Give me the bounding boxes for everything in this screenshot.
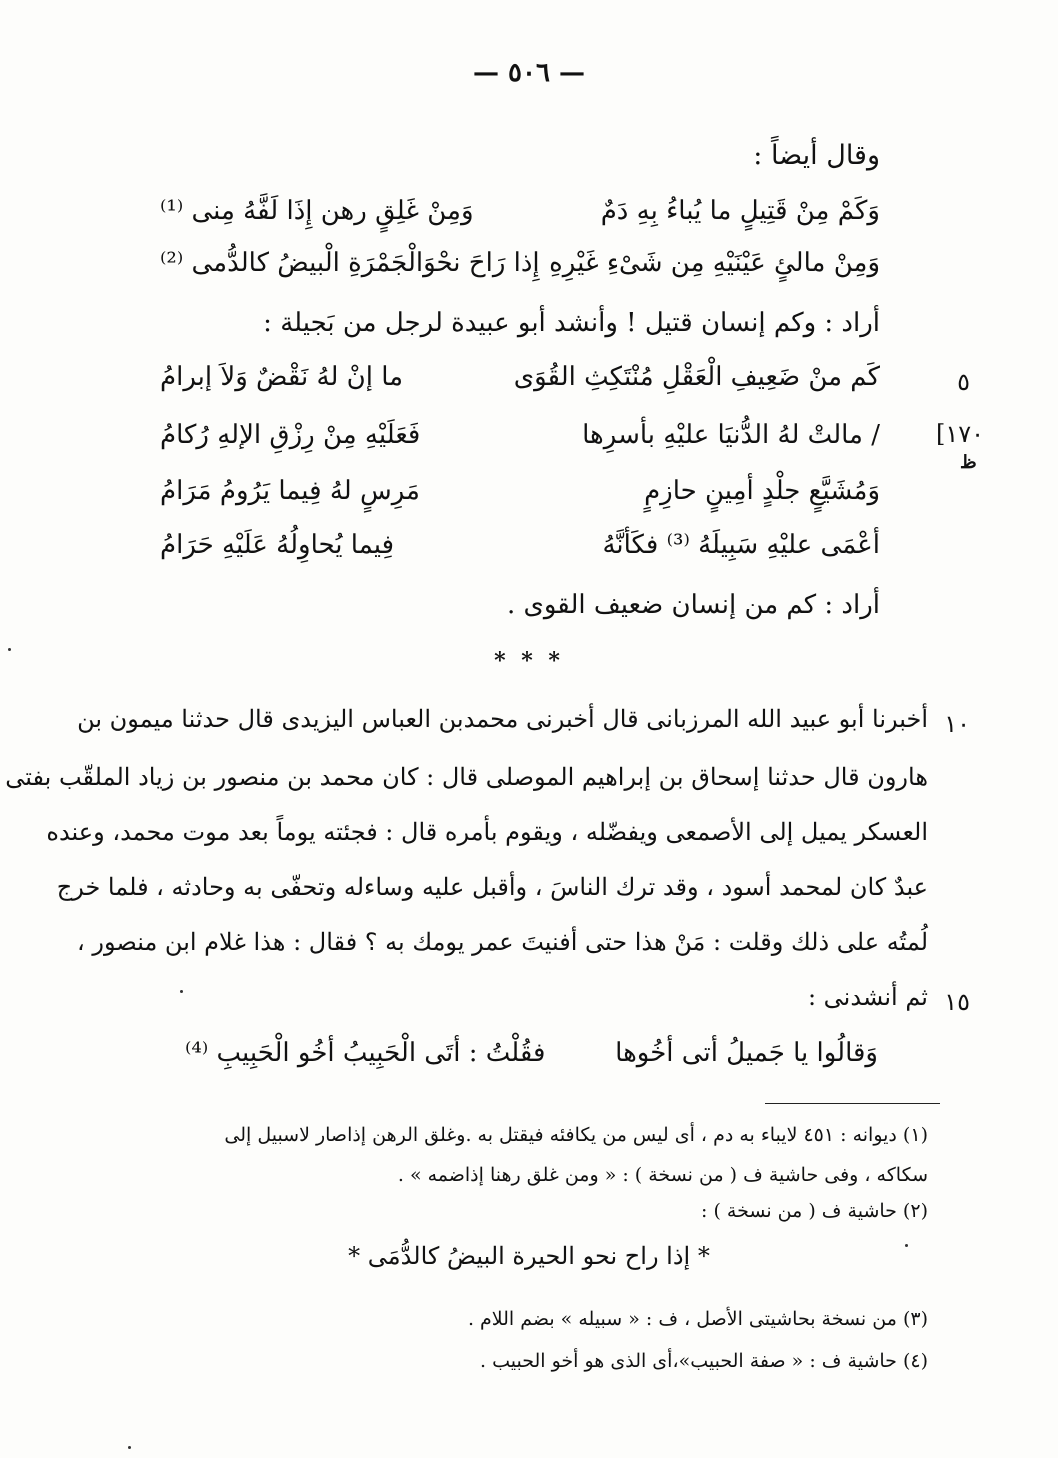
line-number-10: ١٠ xyxy=(944,710,970,738)
scan-speck xyxy=(8,648,11,651)
footnote-3: (٣) من نسخة بحاشيتى الأصل ، ف : « سبيله » بضم اللام . xyxy=(467,1308,928,1330)
margin-folio-ref: [١٧٠ xyxy=(936,420,985,448)
line-number-5: ٥ xyxy=(957,368,970,396)
section-separator: * * * xyxy=(494,648,564,674)
verse-1-right-hemistich: وَكَمْ مِنْ قَتِيلٍ ما يُباءُ بِهِ دَمٌ xyxy=(600,196,880,226)
prose-line-2: أراد : كم من إنسان ضعيف القوى . xyxy=(507,590,880,620)
scan-speck xyxy=(905,1244,908,1247)
footnote-1-line-1: (١) ديوانه : ٤٥١ لايباء به دم ، أى ليس من يكافئه فيقتل به .وغلق الرهن إذاصار لاسبيل إلى xyxy=(224,1124,928,1146)
verse-1-left-hemistich: وَمِنْ غَلِقٍ رهن إِذَا لَفَّهُ مِنى ⁽¹⁾ xyxy=(160,196,474,226)
verse-3-right-hemistich: كَم منْ ضَعِيفِ الْعَقْلِ مُنْتَكِثِ القُوَى xyxy=(513,362,880,392)
verse-7-right-hemistich: وَقالُوا يا جَميلُ أتى أخُوها xyxy=(615,1038,878,1068)
verse-2-right-hemistich: وَمِنْ مالئٍ عَيْنَيْهِ مِن شَىْءِ غَيْرِهِ xyxy=(549,248,880,278)
footnote-1-line-2: سكاكه ، وفى حاشية ف ( من نسخة ) : « ومن غلق رهنا إذاضمه » . xyxy=(397,1164,928,1186)
paragraph-line-1: أخبرنا أبو عبيد الله المرزبانى قال أخبرنى محمدبن العباس اليزيدى قال حدثنا ميمون بن xyxy=(77,705,928,733)
verse-7-left-hemistich: فقُلْتُ : أتَى الْحَبِيبُ أخُو الْحَبِيبِ ⁽⁴⁾ xyxy=(185,1038,546,1068)
footnote-divider xyxy=(765,1103,940,1104)
footnote-2-quote: * إذا راح نحو الحيرة البيضُ كالدُّمَى * xyxy=(348,1242,710,1270)
verse-5-left-hemistich: مَرِسٍ لهُ فِيما يَرُومُ مَرَامُ xyxy=(160,476,420,506)
verse-4-left-hemistich: فَعَلَيْهِ مِنْ رِزْقِ الإلهِ رُكامُ xyxy=(160,420,421,450)
verse-5-right-hemistich: وَمُشَيَّعٍ جلْدٍ أمِينٍ حازِمٍ xyxy=(644,476,880,506)
paragraph-line-6: ثم أنشدنى : xyxy=(807,983,928,1011)
verse-3-left-hemistich: ما إنْ لهُ نَقْضٌ وَلاَ إبرامُ xyxy=(160,362,404,392)
page-number: — ٥٠٦ — xyxy=(472,58,586,88)
scan-speck xyxy=(180,990,183,993)
verse-6-left-hemistich: فِيما يُحاوِلُهُ عَلَيْهِ حَرَامُ xyxy=(160,530,395,560)
intro-line: وقال أيضاً : xyxy=(753,140,880,171)
paragraph-line-2: هارون قال حدثنا إسحاق بن إبراهيم الموصلى قال : كان محمد بن منصور بن زياد الملقّب بفتى xyxy=(5,763,928,791)
footnote-4: (٤) حاشية ف : « صفة الحبيب»،أى الذى هو أخو الحبيب . xyxy=(480,1350,928,1372)
verse-2-left-hemistich: إِذا رَاحَ نحْوَالْجَمْرَةِ الْبيضُ كالدُّمى ⁽²⁾ xyxy=(160,248,540,278)
prose-line-1: أراد : وكم إنسان قتيل ! وأنشد أبو عبيدة لرجل من بَجيلة : xyxy=(263,308,880,338)
verse-6-right-hemistich: أعْمَى عليْهِ سَبِيلَهُ ⁽³⁾ فكَأنَّهُ xyxy=(602,530,880,560)
verse-4-right-hemistich: / مالتْ لهُ الدُّنيَا عليْهِ بأسرِها xyxy=(582,420,880,450)
line-number-15: ١٥ xyxy=(944,988,970,1016)
scan-speck xyxy=(128,1446,131,1449)
paragraph-line-3: العسكر يميل إلى الأصمعى ويفضّله ، ويقوم بأمره قال : فجئته يوماً بعد موت محمد، وعنده xyxy=(46,818,928,846)
margin-folio-sub: ظ xyxy=(960,452,977,473)
paragraph-line-4: عبدٌ كان لمحمد أسود ، وقد ترك الناسَ ، وأقبل عليه وساءله وتحفّى به وحادثه ، فلما خرج xyxy=(56,873,928,901)
footnote-2: (٢) حاشية ف ( من نسخة ) : xyxy=(701,1200,928,1222)
paragraph-line-5: لُمتُه على ذلك وقلت : مَنْ هذا حتى أفنيتَ عمر يومك به ؟ فقال : هذا غلام ابن منصور ، xyxy=(77,928,928,956)
